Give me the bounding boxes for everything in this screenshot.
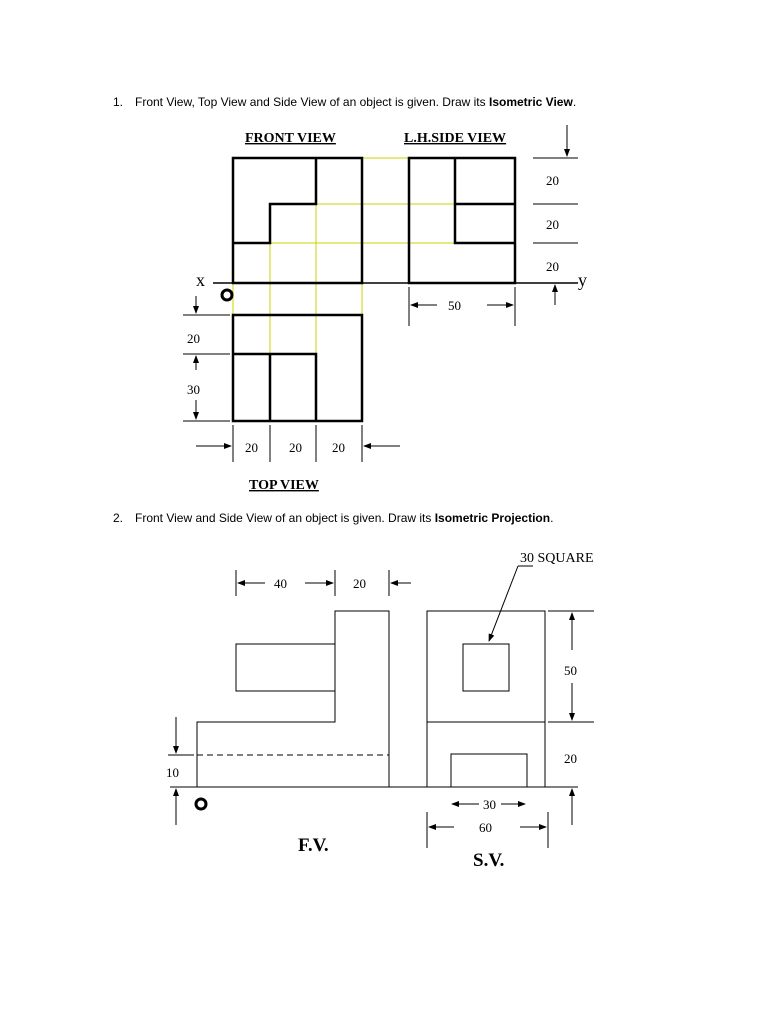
q1-side-width-dim [409,287,515,326]
q1-depth-dims [183,296,230,421]
question-1-bold: Isometric View [488,95,573,109]
origin-mark-1 [222,290,232,300]
dim-width-40: 40 [274,576,287,591]
q1-height-dims [533,125,578,305]
side-view [409,158,515,283]
top-view-title: TOP VIEW [249,478,319,493]
dim-top-width-1: 20 [245,440,258,455]
question-1-number: 1. [113,95,124,109]
dim-height-bottom: 20 [546,259,559,274]
front-view [233,158,362,283]
question-1-heading: 1. Front View, Top View and Side View of an object is given. Draw its Isometric View. [113,95,577,109]
x-label: x [196,270,205,290]
q1-projector-lines [233,158,455,420]
question-1-text: Front View, Top View and Side View of an object is given. Draw its [135,95,489,109]
q2-drawing [166,551,594,871]
origin-mark-2 [196,799,206,809]
dim-side-width: 50 [448,298,461,313]
q2-right-dims [548,611,594,825]
dim-height-10: 10 [166,765,179,780]
question-2-heading: 2. Front View and Side View of an object is given. Draw its Isometric Projection. [113,511,554,525]
q2-front-view [197,611,389,787]
y-label: y [578,270,587,290]
side-view-title: L.H.SIDE VIEW [404,131,507,146]
fv-label: F.V. [298,835,329,856]
q2-leader [489,566,533,641]
dim-height-20: 20 [564,751,577,766]
question-2-bold: Isometric Projection [434,511,551,525]
front-view-title: FRONT VIEW [245,131,336,146]
dim-height-top: 20 [546,173,559,188]
q2-top-dims [236,570,411,596]
dim-top-depth-2: 30 [187,382,200,397]
dim-width-60: 60 [479,820,492,835]
dim-height-50: 50 [564,663,577,678]
dim-width-30: 30 [483,797,496,812]
q2-side-view [427,611,545,787]
dim-width-20: 20 [353,576,366,591]
sv-label: S.V. [473,850,505,871]
dim-top-width-3: 20 [332,440,345,455]
question-2-number: 2. [113,511,124,525]
q1-drawing [183,125,587,493]
question-2-text: Front View and Side View of an object is given. Draw its [135,511,435,525]
top-view [233,315,362,421]
square-note: 30 SQUARE [520,551,594,566]
dim-height-mid: 20 [546,217,559,232]
dim-top-depth-1: 20 [187,331,200,346]
dim-top-width-2: 20 [289,440,302,455]
